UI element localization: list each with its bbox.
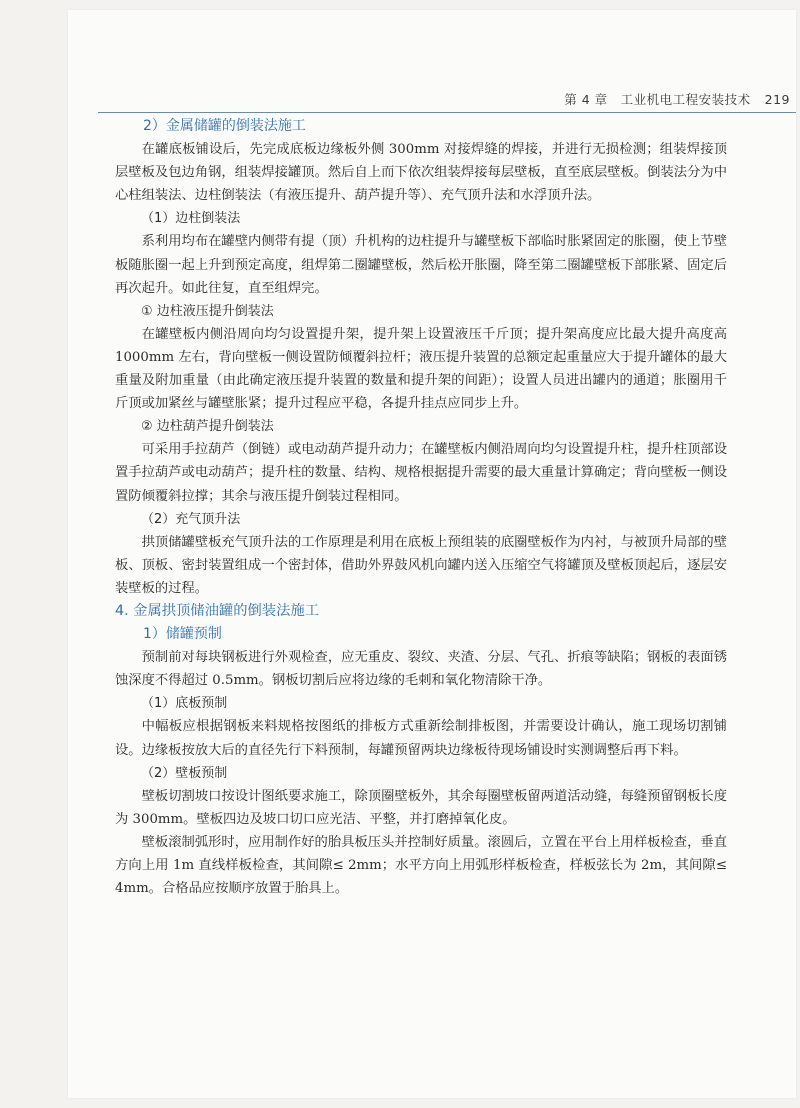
paragraph: 在罐壁板内侧沿周向均匀设置提升架，提升架上设置液压千斤顶；提升架高度应比最大提升高度高 1000mm 左右，背向壁板一侧设置防倾覆斜拉杆；液压提升装置的总额定起重量应大于提升罐体的最大重量及附加重量（由此确定液压提升装置的数量和提升架的间距）；设置人员进出罐内的通道；胀圈用千斤顶或加紧丝与罐壁胀紧；提升过程应平稳，各提升挂点应同步上升。 bbox=[115, 326, 727, 412]
paragraph: 壁板切割坡口按设计图纸要求施工，除顶圈壁板外，其余每圈壁板留两道活动缝，每缝预留钢板长度为 300mm。壁板四边及坡口切口应光洁、平整，并打磨掉氧化皮。 bbox=[115, 788, 727, 827]
subheading: （2）充气顶升法 bbox=[141, 511, 241, 527]
paragraph: 拱顶储罐壁板充气顶升法的工作原理是利用在底板上预组装的底圈壁板作为内衬，与被顶升局部的壁板、顶板、密封装置组成一个密封体，借助外界鼓风机向罐内送入压缩空气将罐顶及壁板顶起后，逐层安装壁板的过程。 bbox=[115, 534, 727, 596]
section-heading: 2）金属储罐的倒装法施工 bbox=[143, 118, 306, 134]
paragraph: 预制前对每块钢板进行外观检查，应无重皮、裂纹、夹渣、分层、气孔、折痕等缺陷；钢板的表面锈蚀深度不得超过 0.5mm。钢板切割后应将边缘的毛刺和氧化物清除干净。 bbox=[115, 650, 727, 689]
section-heading: 1）储罐预制 bbox=[143, 626, 222, 643]
subheading: （1）底板预制 bbox=[141, 696, 228, 712]
page-number: 219 bbox=[764, 92, 790, 107]
section-heading-major: 4. 金属拱顶储油罐的倒装法施工 bbox=[115, 602, 320, 619]
paragraph: 在罐底板铺设后，先完成底板边缘板外侧 300mm 对接焊缝的焊接，并进行无损检测；组装焊接顶层壁板及包边角钢，组装焊接罐顶。然后自上而下依次组装焊接每层壁板，直至底层壁板。倒装法分为中心柱组装法、边柱倒装法（有液压提升、葫芦提升等）、充气顶升法和水浮顶升法。 bbox=[115, 142, 727, 204]
chapter-title: 第 4 章 工业机电工程安装技术 bbox=[564, 92, 751, 107]
subheading: （1）边柱倒装法 bbox=[141, 211, 241, 227]
paragraph: 系利用均布在罐壁内侧带有提（顶）升机构的边柱提升与罐壁板下部临时胀紧固定的胀圈，使上节壁板随胀圈一起上升到预定高度，组焊第二圈罐壁板，然后松开胀圈，降至第二圈罐壁板下部胀紧、固定后再次起升。如此往复，直至组焊完。 bbox=[115, 234, 727, 296]
paragraph: 壁板滚制弧形时，应用制作好的胎具板压头并控制好质量。滚圆后，立置在平台上用样板检查，垂直方向上用 1m 直线样板检查，其间隙≤ 2mm；水平方向上用弧形样板检查，样板弦长为 2m，其间隙≤ 4mm。合格品应按顺序放置于胎具上。 bbox=[115, 834, 727, 897]
body-text bbox=[115, 115, 727, 900]
paragraph: 中幅板应根据钢板来料规格按图纸的排板方式重新绘制排板图，并需要设计确认，施工现场切割铺设。边缘板按放大后的直径先行下料预制，每罐预留两块边缘板待现场铺设时实测调整后再下料。 bbox=[115, 719, 727, 758]
header-text bbox=[564, 90, 790, 108]
subheading: ① 边柱液压提升倒装法 bbox=[141, 303, 274, 319]
paragraph: 可采用手拉葫芦（倒链）或电动葫芦提升动力；在罐壁板内侧沿周向均匀设置提升柱，提升柱顶部设置手拉葫芦或电动葫芦；提升柱的数量、结构、规格根据提升需要的最大重量计算确定；背向壁板一侧设置防倾覆斜拉撑；其余与液压提升倒装过程相同。 bbox=[115, 442, 727, 504]
subheading: （2）壁板预制 bbox=[141, 765, 228, 781]
subheading: ② 边柱葫芦提升倒装法 bbox=[141, 419, 274, 435]
running-header bbox=[98, 84, 796, 113]
